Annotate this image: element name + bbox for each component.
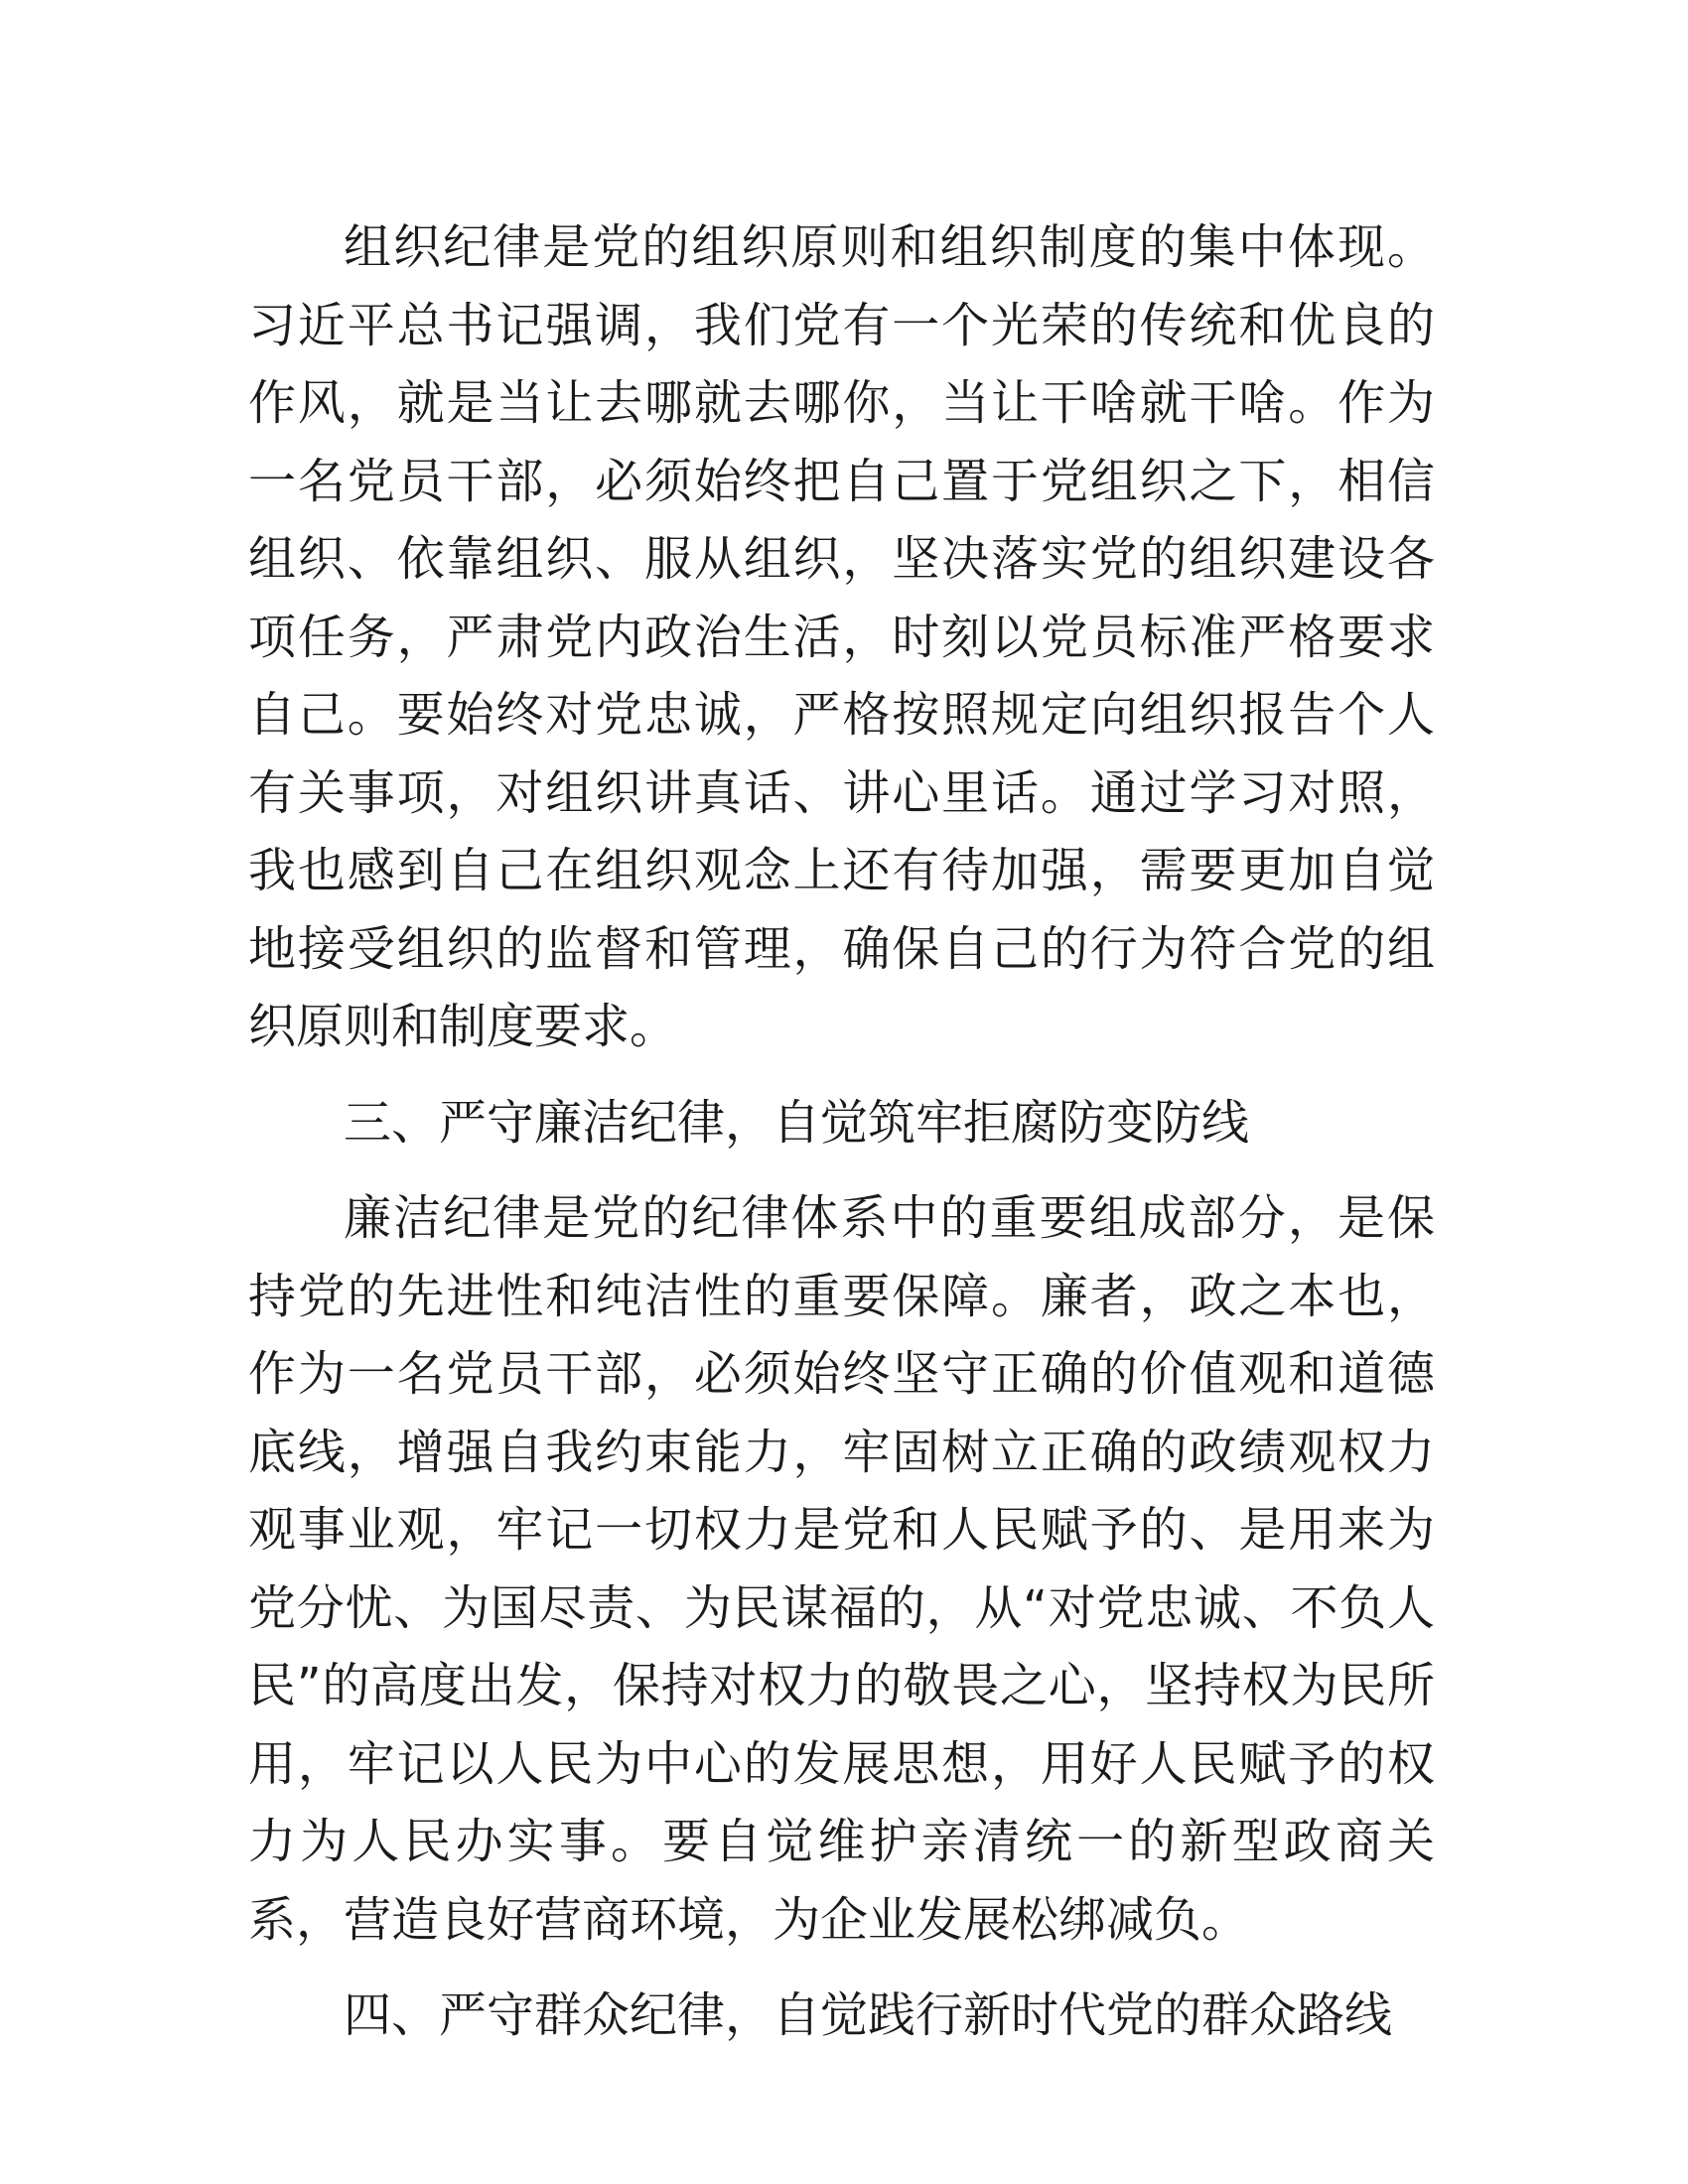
paragraph-organizational-discipline: 组织纪律是党的组织原则和组织制度的集中体现。习近平总书记强调，我们党有一个光荣的传统和优良的作风，就是当让去哪就去哪你，当让干啥就干啥。作为一名党员干部，必须始终把自己置于党组织之下，相信组织、依靠组织、服从组织，坚决落实党的组织建设各项任务，严肃党内政治生活，时刻以党员标准严格要求自己。要始终对党忠诚，严格按照规定向组织报告个人有关事项，对组织讲真话、讲心里话。通过学习对照，我也感到自己在组织观念上还有待加强，需要更加自觉地接受组织的监督和管理，确保自己的行为符合党的组织原则和制度要求。 (248, 219, 1435, 1054)
section-heading-4: 四、严守群众纪律，自觉践行新时代党的群众路线 (344, 1987, 1393, 2043)
paragraph-integrity-discipline: 廉洁纪律是党的纪律体系中的重要组成部分，是保持党的先进性和纯洁性的重要保障。廉者，政之本也，作为一名党员干部，必须始终坚守正确的价值观和道德底线，增强自我约束能力，牢固树立正确的政绩观权力观事业观，牢记一切权力是党和人民赋予的、是用来为党分忧、为国尽责、为民谋福的，从“对党忠诚、不负人民”的高度出发，保持对权力的敬畏之心，坚持权为民所用，牢记以人民为中心的发展思想，用好人民赋予的权力为人民办实事。要自觉维护亲清统一的新型政商关系，营造良好营商环境，为企业发展松绑减负。 (248, 1190, 1435, 1948)
section-heading-3: 三、严守廉洁纪律，自觉筑牢拒腐防变防线 (344, 1094, 1250, 1151)
document-body (248, 208, 1435, 2055)
